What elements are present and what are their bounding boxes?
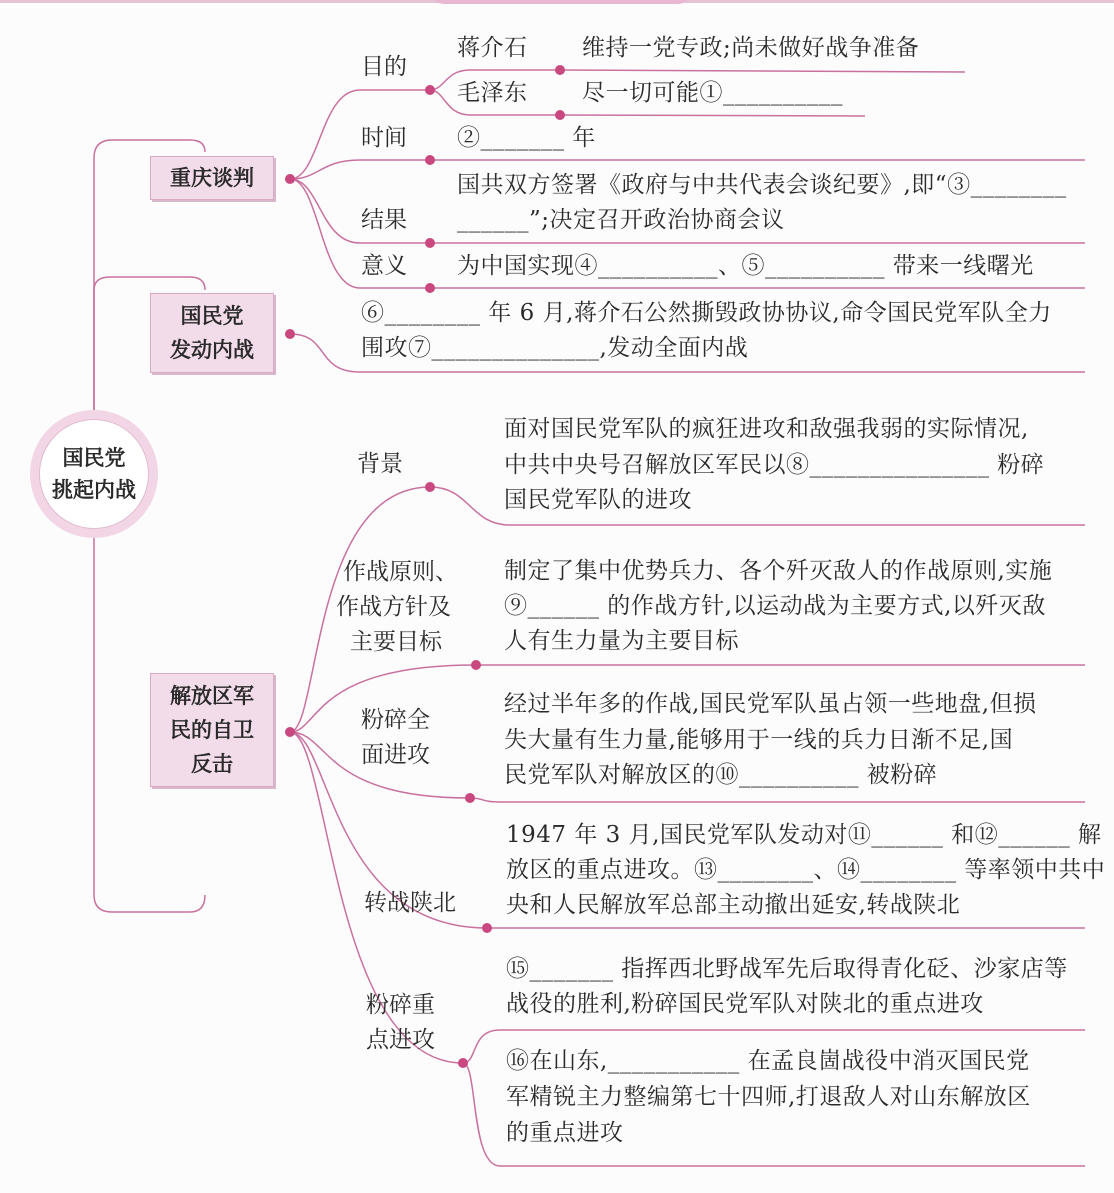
topic-civilwar-line1: 国民党 [180, 304, 244, 328]
northwest-line1: ⑮_______ 指挥西北野战军先后取得青化砭、沙家店等 [506, 956, 1068, 982]
meaning-text: 为中国实现④__________、⑤__________ 带来一线曙光 [457, 253, 1034, 279]
topic-civilwar-line2: 发动内战 [170, 338, 254, 362]
principle-label-1: 作战原则、 [343, 559, 458, 585]
shaanbei-line3: 央和人民解放军总部主动撤出延安,转战陕北 [506, 892, 961, 918]
center-topic-inner [39, 419, 149, 529]
topic-defense-line1: 解放区军 [170, 684, 254, 708]
result-line1: 国共双方签署《政府与中共代表会谈纪要》,即“③________ [457, 172, 1067, 198]
smash-key-label-2: 点进攻 [366, 1027, 435, 1053]
civilwar-line2: 围攻⑦______________,发动全面内战 [361, 335, 749, 361]
shandong-line3: 的重点进攻 [506, 1120, 624, 1146]
center-title-line2: 挑起内战 [52, 478, 136, 502]
principle-line2: ⑨______ 的作战方针,以运动战为主要方式,以歼灭敌 [504, 593, 1046, 619]
topic-chongqing-label: 重庆谈判 [170, 166, 254, 190]
principle-line1: 制定了集中优势兵力、各个歼灭敌人的作战原则,实施 [504, 558, 1053, 584]
principle-label-3: 主要目标 [350, 629, 442, 655]
background-label: 背景 [357, 451, 403, 477]
background-line1: 面对国民党军队的疯狂进攻和敌强我弱的实际情况, [504, 416, 1029, 442]
shandong-line2: 军精锐主力整编第七十四师,打退敌人对山东解放区 [506, 1084, 1031, 1110]
smash-full-label-1: 粉碎全 [361, 707, 430, 733]
mao-text: 尽一切可能①__________ [582, 80, 843, 106]
jiang-name: 蒋介石 [457, 35, 528, 61]
topic-self-defense [150, 673, 274, 787]
topic-defense-line2: 民的自卫 [170, 718, 254, 742]
result-line2: ______”;决定召开政治协商会议 [457, 207, 785, 233]
topic-civilwar [150, 293, 274, 373]
topic-chongqing [150, 156, 274, 200]
smash-full-line2: 失大量有生力量,能够用于一线的兵力日渐不足,国 [504, 727, 1014, 753]
northwest-line2: 战役的胜利,粉碎国民党军队对陕北的重点进攻 [506, 991, 984, 1017]
purpose-label: 目的 [361, 54, 407, 80]
topic-defense-line3: 反击 [191, 752, 233, 776]
center-title-line1: 国民党 [62, 446, 126, 470]
shandong-line1: ⑯在山东,___________ 在孟良崮战役中消灭国民党 [506, 1048, 1030, 1074]
smash-full-label-2: 面进攻 [361, 742, 430, 768]
background-line2: 中共中央号召解放区军民以⑧_______________ 粉碎 [504, 452, 1045, 478]
mao-name: 毛泽东 [457, 80, 528, 106]
time-text: ②_______ 年 [457, 125, 596, 151]
smash-key-label-1: 粉碎重 [366, 992, 435, 1018]
meaning-label: 意义 [361, 253, 407, 279]
smash-full-line1: 经过半年多的作战,国民党军队虽占领一些地盘,但损 [504, 691, 1037, 717]
civilwar-line1: ⑥________ 年 6 月,蒋介石公然撕毁政协协议,命令国民党军队全力 [361, 300, 1052, 326]
smash-full-line3: 民党军队对解放区的⑩__________ 被粉碎 [504, 762, 938, 788]
center-topic [30, 410, 158, 538]
shaanbei-line1: 1947 年 3 月,国民党军队发动对⑪______ 和⑫______ 解 [506, 822, 1102, 848]
background-line3: 国民党军队的进攻 [504, 487, 692, 513]
result-label: 结果 [361, 207, 407, 233]
time-label: 时间 [361, 125, 407, 151]
jiang-text: 维持一党专政;尚未做好战争准备 [582, 35, 920, 61]
principle-line3: 人有生力量为主要目标 [504, 628, 739, 654]
shaanbei-line2: 放区的重点进攻。⑬________、⑭________ 等率领中共中 [506, 857, 1106, 883]
principle-label-2: 作战方针及 [336, 594, 451, 620]
shaanbei-label: 转战陕北 [364, 890, 456, 916]
